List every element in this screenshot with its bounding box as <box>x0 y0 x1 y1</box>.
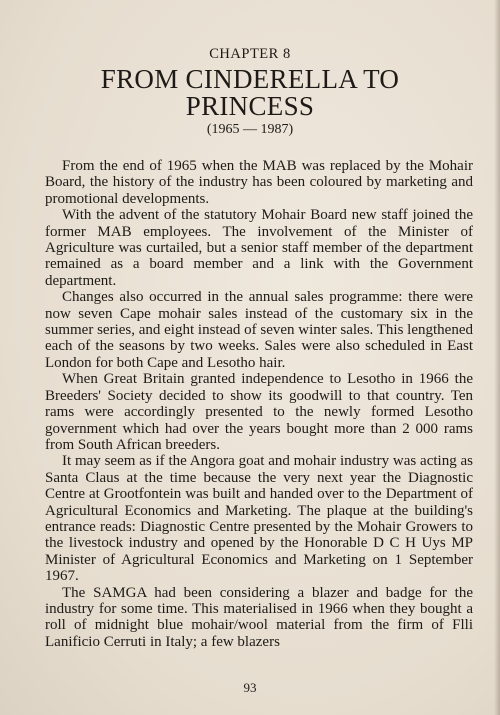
paragraph-4: When Great Britain granted independence to Lesotho in 1966 the Breeders' Society decided to show its goodwill to that country. Ten rams were accordingly presented to the newly formed Lesotho government which had over the years bought more than 2 000 rams from South African breeders. <box>45 371 473 453</box>
paragraph-6: The SAMGA had been considering a blazer and badge for the industry for some time. This materialised in 1966 when they bought a roll of midnight blue mohair/wool material from the firm of Flli Lanificio Cerruti in Italy; a few blazers <box>45 584 473 650</box>
paragraph-3: Changes also occurred in the annual sales programme: there were now seven Cape mohair sales instead of the customary six in the summer series, and eight instead of seven winter sales. This lengthened each of the seasons by two weeks. Sales were also scheduled in East London for both Cape and Lesotho hair. <box>45 289 473 371</box>
chapter-label: CHAPTER 8 <box>209 46 291 62</box>
paragraph-1: From the end of 1965 when the MAB was replaced by the Mohair Board, the history of the industry has been coloured by marketing and promotional developments. <box>45 158 473 207</box>
chapter-title <box>0 66 500 120</box>
chapter-title-line-1: FROM CINDERELLA TO <box>100 64 400 94</box>
chapter-years: (1965 — 1987) <box>206 122 294 137</box>
page-number: 93 <box>243 680 257 695</box>
chapter-title-line-2: PRINCESS <box>185 91 315 121</box>
paragraph-2: With the advent of the statutory Mohair Board new staff joined the former MAB employees. The involvement of the Minister of Agriculture was curtailed, but a senior staff member of the department remained as a board member and a link with the Government department. <box>45 207 473 289</box>
body-text <box>45 158 473 650</box>
paragraph-5: It may seem as if the Angora goat and mohair industry was acting as Santa Claus at the time because the very next year the Diagnostic Centre at Grootfontein was built and handed over to the Department of Agricultural Economics and Marketing. The plaque at the building's entrance reads: Diagnostic Centre presented by the Mohair Growers to the livestock industry and opened by the Honorable D C H Uys MP Minister of Agricultural Economics and Marketing on 1 September 1967. <box>45 453 473 585</box>
